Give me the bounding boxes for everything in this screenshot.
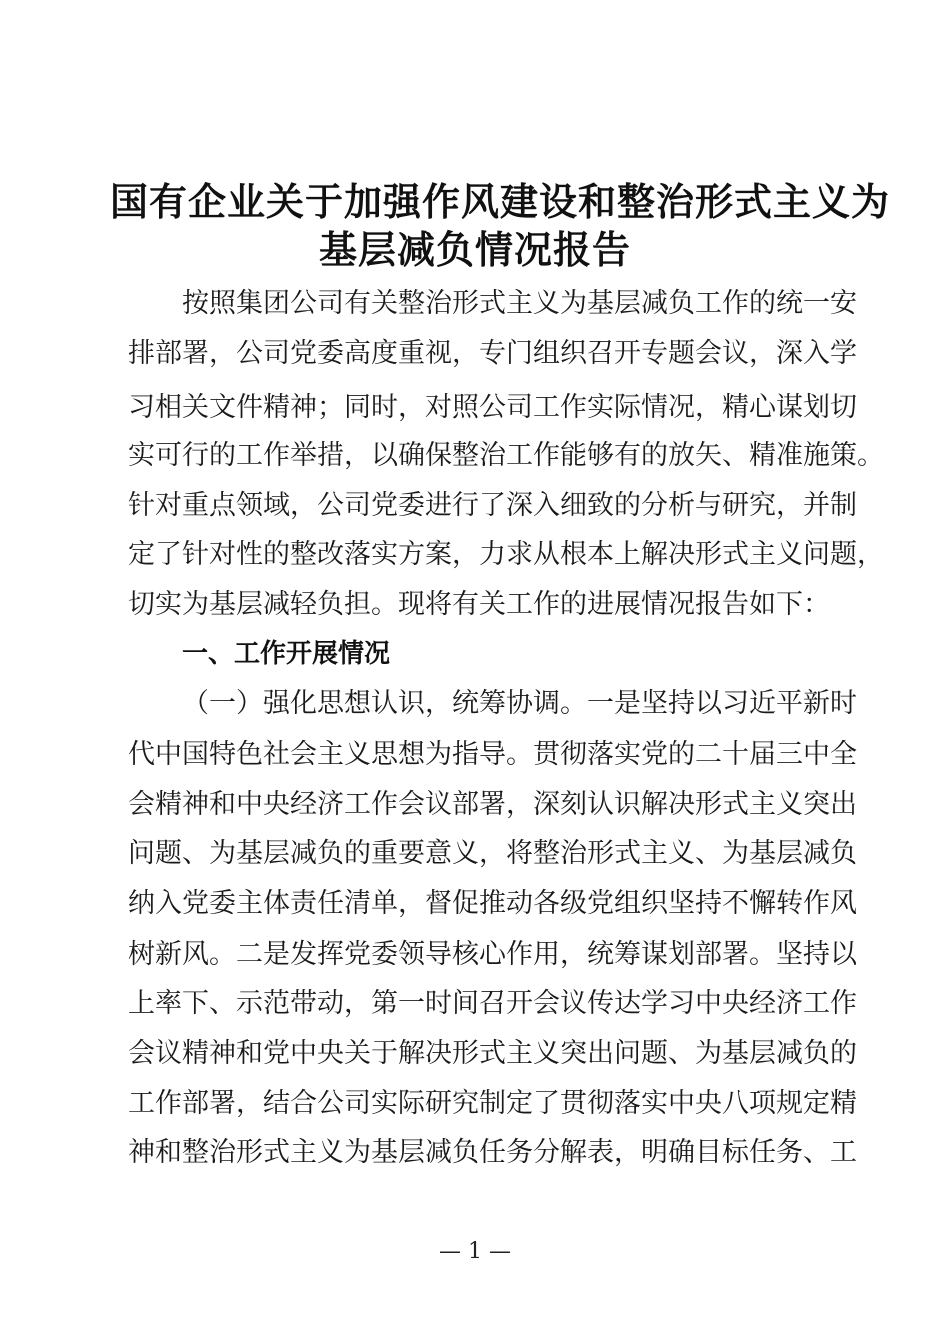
paragraph-line: 纳入党委主体责任清单，督促推动各级党组织坚持不懈转作风 [128,888,857,919]
paragraph-line: 代中国特色社会主义思想为指导。贯彻落实党的二十届三中全 [128,739,857,770]
paragraph-line: 定了针对性的整改落实方案，力求从根本上解决形式主义问题， [128,539,884,570]
paragraph-line: 针对重点领域，公司党委进行了深入细致的分析与研究，并制 [128,490,857,521]
paragraph-line: 会议精神和党中央关于解决形式主义突出问题、为基层减负的 [128,1038,857,1069]
paragraph-line: 工作部署，结合公司实际研究制定了贯彻落实中央八项规定精 [128,1088,857,1119]
paragraph-line: 上率下、示范带动，第一时间召开会议传达学习中央经济工作 [128,988,857,1019]
paragraph-line: 习相关文件精神；同时，对照公司工作实际情况，精心谋划切 [128,392,857,423]
paragraph-line: 排部署，公司党委高度重视，专门组织召开专题会议，深入学 [128,338,857,369]
document-title-line-1: 国有企业关于加强作风建设和整治形式主义为 [110,180,891,224]
paragraph-line: （一）强化思想认识，统筹协调。一是坚持以习近平新时 [182,688,857,719]
paragraph-line: 问题、为基层减负的重要意义，将整治形式主义、为基层减负 [128,838,857,869]
section-heading: 一、工作开展情况 [182,639,391,669]
paragraph-line: 树新风。二是发挥党委领导核心作用，统筹谋划部署。坚持以 [128,939,857,970]
paragraph-line: 切实为基层减轻负担。现将有关工作的进展情况报告如下： [128,589,830,620]
paragraph-line: 实可行的工作举措，以确保整治工作能够有的放矢、精准施策。 [128,440,884,471]
paragraph-line: 按照集团公司有关整治形式主义为基层减负工作的统一安 [182,288,857,319]
paragraph-line: 神和整治形式主义为基层减负任务分解表，明确目标任务、工 [128,1137,857,1168]
document-title-line-2: 基层减负情况报告 [318,228,631,272]
page-number: — 1 — [439,1239,511,1264]
paragraph-line: 会精神和中央经济工作会议部署，深刻认识解决形式主义突出 [128,789,857,820]
